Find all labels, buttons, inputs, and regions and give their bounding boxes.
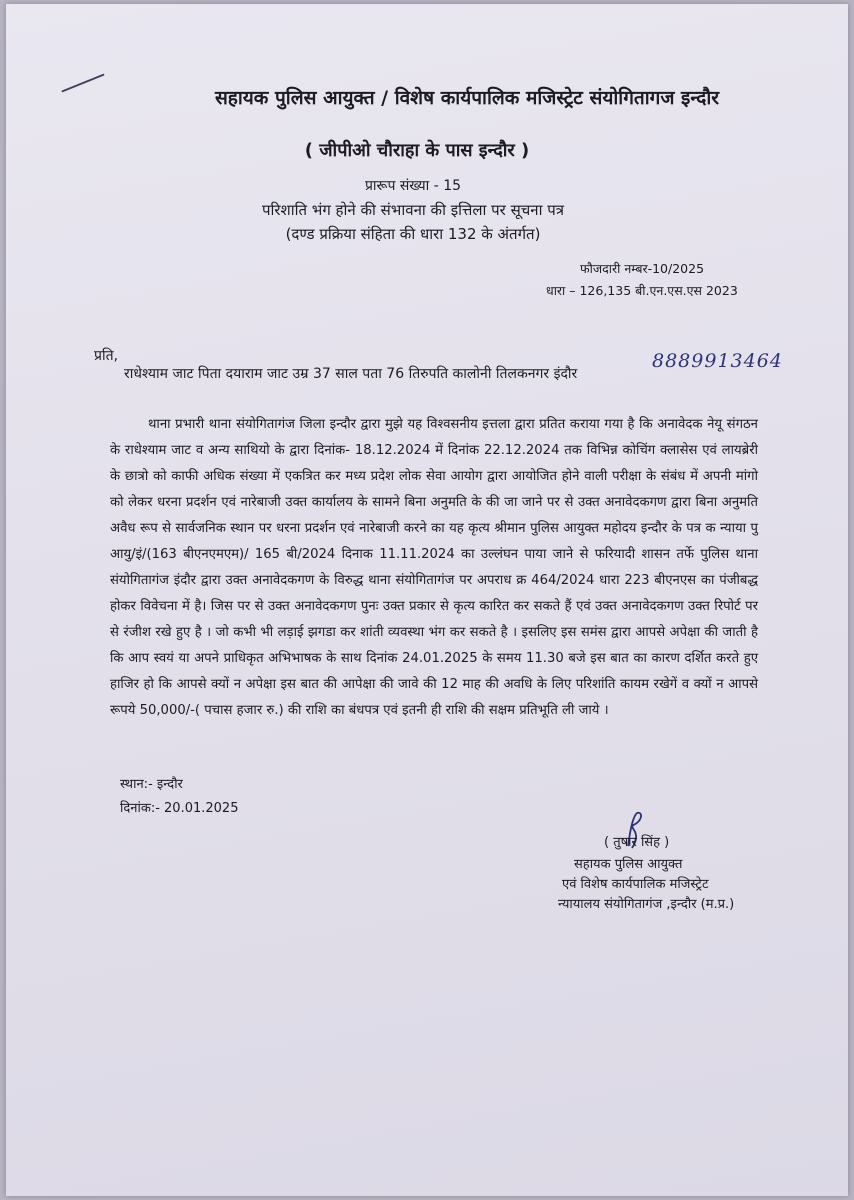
form-number: प्रारूप संख्या - 15 [364, 178, 462, 194]
place-line: स्थान:- इन्दौर [120, 777, 183, 792]
officer-name: ( तुषार सिंह ) [604, 835, 670, 850]
office-title: सहायक पुलिस आयुक्त / विशेष कार्यपालिक मजिस्ट्रेट संयोगितागज इन्दौर [214, 87, 720, 109]
officer-court: न्यायालय संयोगितागंज ,इन्दौर (म.प्र.) [558, 897, 735, 912]
officer-title: सहायक पुलिस आयुक्त [574, 857, 683, 872]
body-paragraph: थाना प्रभारी थाना संयोगितागंज जिला इन्दौर द्वारा मुझे यह विश्वसनीय इत्तला द्वारा प्रतित कराया गया है कि अनावेदक नेयू संगठन के राधेश्याम जाट व अन्य साथियो के द्वारा दिनांक- 18.12.2024 में दिनांक 22.12.2024 तक विभिन्न कोचिंग क्लासेस एवं लायब्रेरी के छात्रो को काफी अधिक संख्या में एकत्रित कर मध्य प्रदेश लोक सेवा आयोग द्वारा आयोजित होने वाली परीक्षा के संबंध में अपनी मांगो को लेकर धरना प्रदर्शन एवं नारेबाजी उक्त कार्यालय के सामने बिना अनुमति के की जा जाने पर से उक्त अनावेदकगण द्वारा बिना अनुमति अवैध रूप से सार्वजनिक स्थान पर धरना प्रदर्शन एवं नारेबाजी करने का यह कृत्य श्रीमान पुलिस आयुक्त महोदय इन्दौर के पत्र क न्याया पु आयु/इं/(163 बीएनएमएम)/ 165 बी/2024 दिनाक 11.11.2024 का उल्लंघन पाया जाने से फरियादी शासन तर्फे पुलिस थाना संयोगितागंज इंदौर द्वारा उक्त अनावेदकगण के विरुद्ध थाना संयोगितागंज पर अपराध क्र 464/2024 धारा 223 बीएनएस का पंजीबद्ध होकर विवेचना में है। जिस पर से उक्त अनावेदकगण पुनः उक्त प्रकार से कृत्य कारित कर सकते हैं एवं उक्त अनावेदकगण उक्त रिपोर्ट पर से रंजीश रखे हुए है । जो कभी भी लड़ाई झगडा कर शांती व्यवस्था भंग कर सकते है । इसलिए इस समंस द्वारा आपसे अपेक्षा की जाती है कि आप स्वयं या अपने प्राधिकृत अभिभाषक के साथ दिनांक 24.01.2025 के समय 11.30 बजे इस बात का कारण दर्शित करते हुए हाजिर हो कि आपसे क्यों न अपेक्षा इस बात की आपेक्षा की जावे की 12 माह की अवधि के लिए परिशांति कायम रखेगें व क्यों न आपसे रूपये 50,000/-( पचास हजार रु.) की राशि का बंधपत्र एवं इतनी ही राशि की सक्षम प्रतिभूति ली जाये । [110, 417, 758, 718]
to-label: प्रति, [94, 348, 119, 364]
case-number: फौजदारी नम्बर-10/2025 [580, 261, 705, 276]
notice-heading: परिशाति भंग होने की संभावना की इत्तिला पर सूचना पत्र [261, 201, 565, 219]
office-address: ( जीपीओ चौराहा के पास इन्दौर ) [304, 140, 530, 161]
notice-body [110, 412, 758, 724]
officer-role: एवं विशेष कार्यपालिक मजिस्ट्रेट [562, 877, 709, 892]
addressee: राधेश्याम जाट पिता दयाराम जाट उम्र 37 साल पता 76 तिरुपति कालोनी तिलकनगर इंदौर [124, 366, 578, 382]
legal-section: (दण्ड प्रक्रिया संहिता की धारा 132 के अंतर्गत) [285, 225, 541, 243]
handwritten-phone-number: 8889913464 [652, 350, 783, 372]
date-line: दिनांक:- 20.01.2025 [120, 801, 239, 816]
document-page [6, 4, 848, 1196]
applicable-sections: धारा – 126,135 बी.एन.एस.एस 2023 [546, 283, 738, 298]
